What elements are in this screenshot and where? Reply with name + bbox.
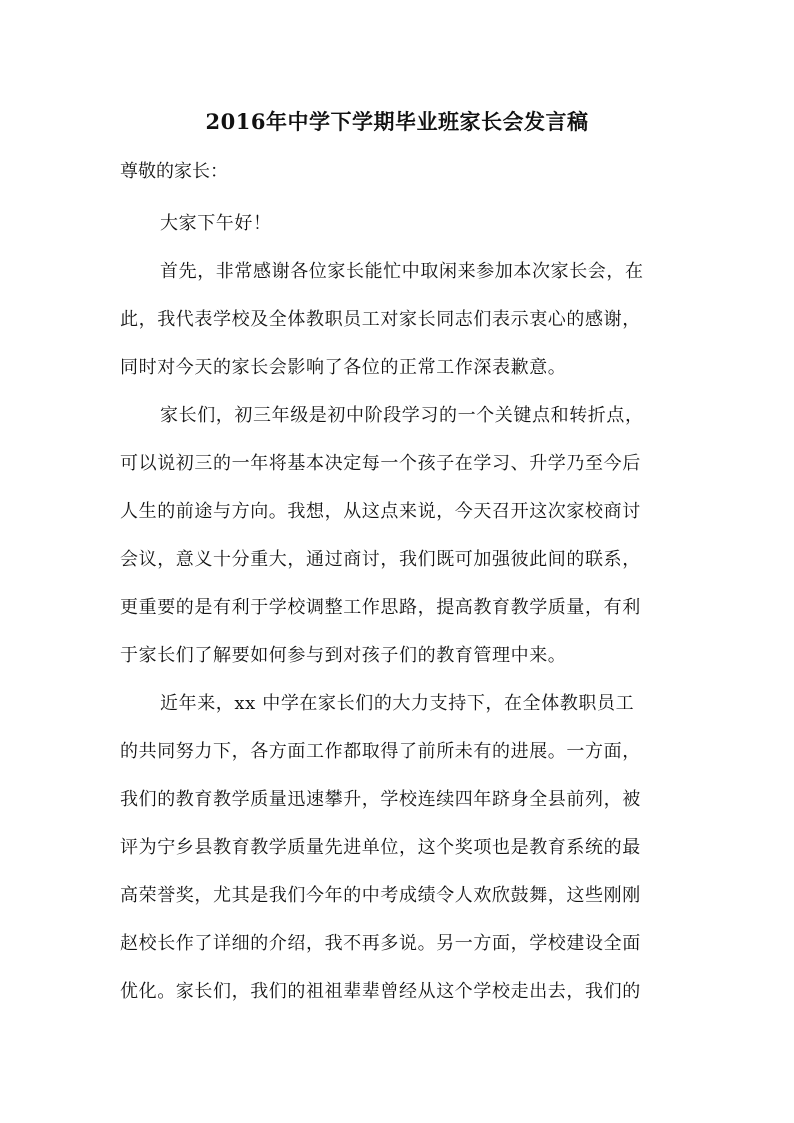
paragraph-line: 更重要的是有利于学校调整工作思路，提高教育教学质量，有利 (120, 597, 641, 618)
paragraph-line: 大家下午好！ (160, 213, 272, 234)
paragraph-line: 优化。家长们，我们的祖祖辈辈曾经从这个学校走出去，我们的 (120, 981, 641, 1002)
paragraph-line: 人生的前途与方向。我想，从这点来说，今天召开这次家校商讨 (120, 501, 641, 522)
paragraph-line: 高荣誉奖，尤其是我们今年的中考成绩令人欢欣鼓舞，这些刚刚 (120, 885, 641, 906)
paragraph-line: 可以说初三的一年将基本决定每一个孩子在学习、升学乃至今后 (120, 453, 641, 474)
paragraph-line: 于家长们了解要如何参与到对孩子们的教育管理中来。 (120, 645, 567, 666)
paragraph-line: 会议，意义十分重大，通过商讨，我们既可加强彼此间的联系， (120, 549, 641, 570)
paragraph-line: 同时对今天的家长会影响了各位的正常工作深表歉意。 (120, 357, 567, 378)
document-title: 2016年中学下学期毕业班家长会发言稿 (205, 109, 589, 134)
paragraph-line: 首先，非常感谢各位家长能忙中取闲来参加本次家长会，在 (160, 261, 644, 282)
paragraph-line: 近年来，xx 中学在家长们的大力支持下，在全体教职员工 (160, 693, 635, 714)
paragraph-line: 我们的教育教学质量迅速攀升，学校连续四年跻身全县前列，被 (120, 789, 641, 810)
salutation: 尊敬的家长： (120, 161, 228, 182)
paragraph-line: 评为宁乡县教育教学质量先进单位，这个奖项也是教育系统的最 (120, 837, 641, 858)
paragraph-line: 此，我代表学校及全体教职员工对家长同志们表示衷心的感谢， (120, 309, 641, 330)
paragraph-line: 的共同努力下，各方面工作都取得了前所未有的进展。一方面， (120, 741, 641, 762)
paragraph-line: 家长们，初三年级是初中阶段学习的一个关键点和转折点， (160, 405, 644, 426)
paragraph-line: 赵校长作了详细的介绍，我不再多说。另一方面，学校建设全面 (120, 933, 641, 954)
